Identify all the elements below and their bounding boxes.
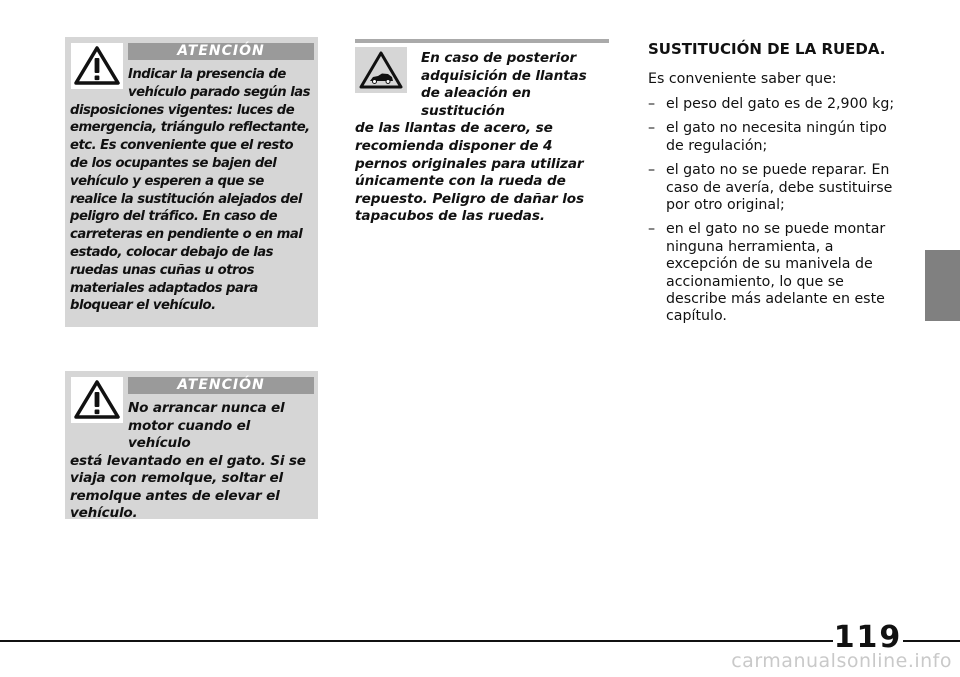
page-number: 119 xyxy=(833,618,903,658)
warning-box-1 xyxy=(65,37,318,327)
list-item xyxy=(648,120,908,155)
warning-text-lead: Indicar la presencia de vehículo parado según las xyxy=(128,67,311,100)
note-text-body: de las llantas de acero, se recomienda disponer de 4 pernos originales para utilizar únicamente con la rueda de repuesto. Peligro de dañar los tapacubos de las ruedas. xyxy=(355,120,584,225)
section-intro: Es conveniente saber que: xyxy=(648,71,837,87)
warning-text xyxy=(70,66,314,315)
list-dash: – xyxy=(648,162,656,179)
list-dash: – xyxy=(648,96,656,112)
list-item xyxy=(648,96,908,113)
warning-text-body: disposiciones vigentes: luces de emergencia, triángulo reflectante, etc. Es conveniente que el resto de los ocupantes se bajen del vehículo y esperen a que se realice la sustitución alejados del peligro del tráfico. En caso de carreteras en pendiente o en mal estado, colocar debajo de las ruedas unas cuñas u otros materiales adaptados para bloquear el vehículo. xyxy=(70,102,310,314)
list-item-text: el gato no necesita ningún tipo de regulación; xyxy=(666,120,887,154)
watermark: carmanualsonline.info xyxy=(731,650,952,672)
footer-rule xyxy=(0,640,960,642)
wheel-change-section xyxy=(648,39,908,333)
list-item-text: en el gato no se puede montar ninguna herramienta, a excepción de su manivela de accionamiento, lo que se describe más adelante en este capítulo. xyxy=(666,221,886,325)
warning-text xyxy=(70,400,314,523)
warning-text-lead: No arrancar nunca el motor cuando el vehículo xyxy=(128,400,285,451)
warning-header: ATENCIÓN xyxy=(128,43,314,60)
note-divider xyxy=(355,39,609,43)
warning-header: ATENCIÓN xyxy=(128,377,314,394)
note-text-lead: En caso de posterior adquisición de llantas de aleación en sustitución xyxy=(421,50,587,119)
note-text xyxy=(355,50,609,226)
section-title: SUSTITUCIÓN DE LA RUEDA. xyxy=(648,40,886,58)
jack-facts-list xyxy=(648,96,908,326)
warning-box-2 xyxy=(65,371,318,519)
chapter-tab xyxy=(925,250,960,321)
list-item-text: el peso del gato es de 2,900 kg; xyxy=(666,96,895,112)
list-item-text: el gato no se puede reparar. En caso de avería, debe sustituirse por otro original; xyxy=(666,162,893,214)
list-item xyxy=(648,162,908,214)
list-dash: – xyxy=(648,120,656,137)
list-item xyxy=(648,221,908,325)
warning-text-body: está levantado en el gato. Si se viaja con remolque, soltar el remolque antes de elevar el vehículo. xyxy=(70,452,306,521)
list-dash: – xyxy=(648,221,656,238)
